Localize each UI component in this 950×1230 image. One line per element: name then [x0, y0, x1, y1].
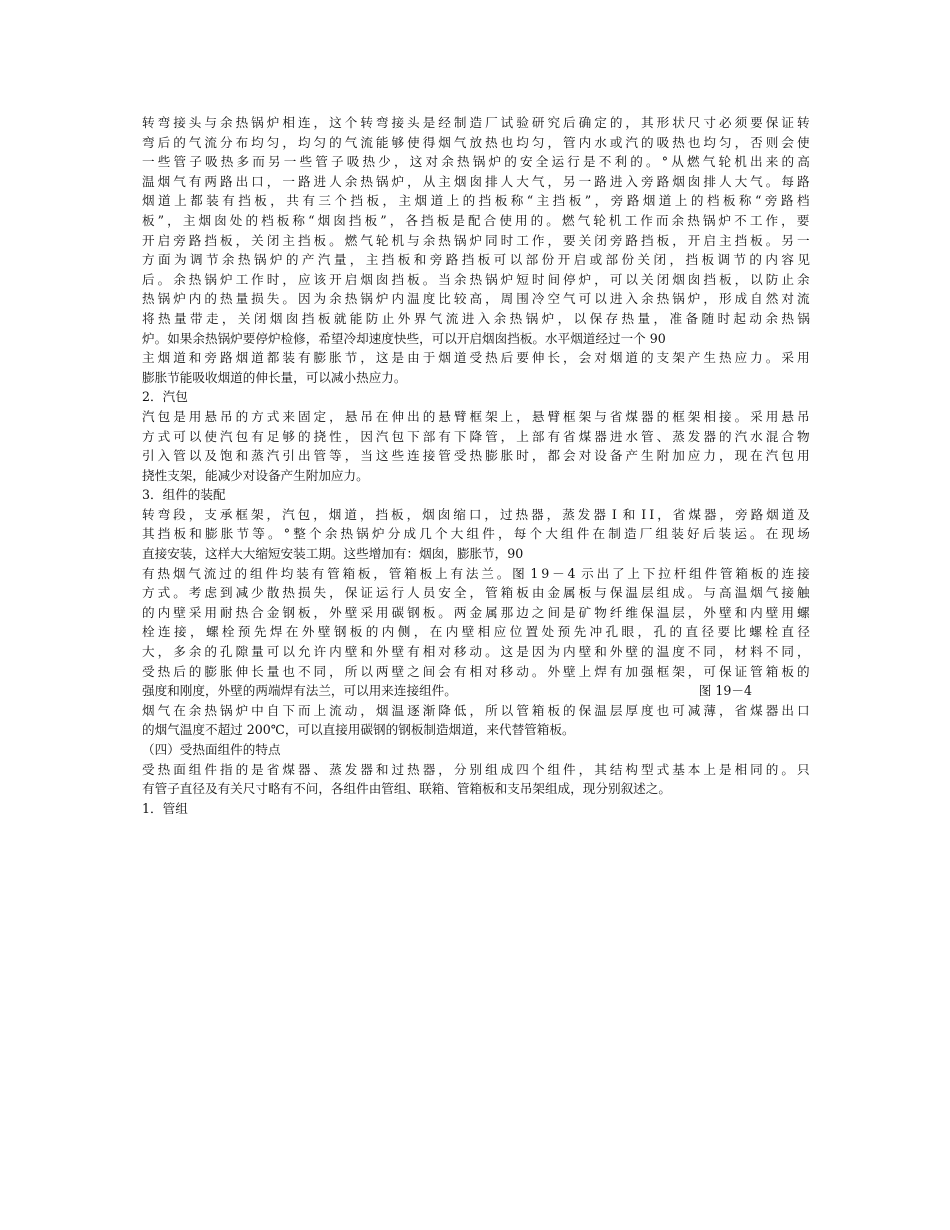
text-line: 将 热 量 带 走 ， 关 闭 烟 囱 挡 板 就 能 防 止 外 界 气 流 进 入 余 热 锅 炉 ， 以 保 存 热 量 ， 准 备 随 时 起 动 余 热 锅	[142, 310, 810, 326]
text-line: 方 式 。 考 虑 到 减 少 散 热 损 失 ， 保 证 运 行 人 员 安 全 ， 管 箱 板 由 金 属 板 与 保 温 层 组 成 。 与 高 温 烟 气 接 触	[142, 585, 810, 601]
text-line: 一 些 管 子 吸 热 多 而 另 一 些 管 子 吸 热 少 ， 这 对 余 热 锅 炉 的 安 全 运 行 是 不 利 的 。 ° 从 燃 气 轮 机 出 来 的 高	[142, 154, 810, 170]
text-line: 有 热 烟 气 流 过 的 组 件 均 装 有 管 箱 板 ， 管 箱 板 上 有 法 兰 。 图 1 9 － 4 示 出 了 上 下 拉 杆 组 件 管 箱 板 的 连 接	[142, 565, 810, 581]
text-line: 开 启 旁 路 挡 板 ， 关 闭 主 挡 板 。 燃 气 轮 机 与 余 热 锅 炉 同 时 工 作 ， 要 关 闭 旁 路 挡 板 ， 开 启 主 挡 板 。 另 一	[142, 232, 810, 248]
text-line: 挠性支架，能减少对设备产生附加应力。	[142, 467, 369, 483]
text-line: 直接安装，这样大大缩短安装工期。这些增加有：烟囱，膨胀节，90	[142, 546, 524, 562]
text-line: 后 。 余 热 锅 炉 工 作 时 ， 应 该 开 启 烟 囱 挡 板 。 当 余 热 锅 炉 短 时 间 停 炉 ， 可 以 关 闭 烟 囱 挡 板 ， 以 防 止 余	[142, 271, 810, 287]
section-heading: 1．管组	[142, 800, 188, 816]
text-line: 炉。如果余热锅炉要停炉检修，希望冷却速度快些，可以开启烟囱挡板。水平烟道经过一个 90	[142, 330, 666, 346]
document-page	[142, 113, 810, 818]
text-line: 受 热 面 组 件 指 的 是 省 煤 器 、 蒸 发 器 和 过 热 器 ， 分 别 组 成 四 个 组 件 ， 其 结 构 型 式 基 本 上 是 相 同 的 。 只	[142, 761, 810, 777]
section-heading: 3．组件的装配	[142, 487, 226, 503]
text-line: 温 烟 气 有 两 路 出 口 ， 一 路 进 人 余 热 锅 炉 ， 从 主 烟 囱 排 人 大 气 ， 另 一 路 进 入 旁 路 烟 囱 排 人 大 气 。 每 路	[142, 173, 810, 189]
text-line: 方 式 可 以 使 汽 包 有 足 够 的 挠 性 ， 因 汽 包 下 部 有 下 降 管 ， 上 部 有 省 煤 器 进 水 管 、 蒸 发 器 的 汽 水 混 合 物	[142, 428, 810, 444]
text-line: 汽 包 是 用 悬 吊 的 方 式 来 固 定 ， 悬 吊 在 伸 出 的 悬 臂 框 架 上 ， 悬 臂 框 架 与 省 煤 器 的 框 架 相 接 。 采 用 悬 吊	[142, 408, 810, 424]
text-line: 有管子直径及有关尺寸略有不问，各组件由管组、联箱、管箱板和支吊架组成，现分别叙述之。	[142, 781, 671, 797]
text-line: 栓 连 接 ， 螺 栓 预 先 焊 在 外 壁 钢 板 的 内 侧 ， 在 内 壁 相 应 位 置 处 预 先 冲 孔 眼 ， 孔 的 直 径 要 比 螺 栓 直 径	[142, 624, 810, 640]
text-line: 大 ， 多 余 的 孔 隙 量 可 以 允 许 内 壁 和 外 壁 有 相 对 移 动 。 这 是 因 为 内 壁 和 外 壁 的 温 度 不 同 ， 材 料 不 同 ，	[142, 644, 810, 660]
text-line: 热 锅 炉 内 的 热 量 损 失 。 因 为 余 热 锅 炉 内 温 度 比 较 高 ， 周 围 冷 空 气 可 以 进 入 余 热 锅 炉 ， 形 成 自 然 对 流	[142, 291, 810, 307]
text-line: 转 弯 接 头 与 余 热 锅 炉 相 连 ， 这 个 转 弯 接 头 是 经 制 造 厂 试 验 研 究 后 确 定 的 ， 其 形 状 尺 寸 必 须 要 保 证 转	[142, 115, 810, 130]
text-line: 烟 道 上 都 装 有 挡 板 ， 共 有 三 个 挡 板 ， 主 烟 道 上 的 挡 板 称 “ 主 挡 板 ” ， 旁 路 烟 道 上 的 档 板 称 “ 旁 路 档	[142, 193, 810, 209]
text-line: 的 内 壁 采 用 耐 热 合 金 钢 板 ， 外 壁 采 用 碳 钢 板 。 两 金 属 那 边 之 间 是 矿 物 纤 维 保 温 层 ， 外 壁 和 内 壁 用 螺	[142, 604, 810, 620]
figure-reference: 图 19－4	[698, 683, 752, 699]
text-line: 膨胀节能吸收烟道的伸长量，可以减小热应力。	[142, 369, 407, 385]
text-line-with-figure-ref	[142, 681, 752, 701]
text-line: 烟 气 在 余 热 锅 炉 中 自 下 而 上 流 动 ， 烟 温 逐 渐 降 低 ， 所 以 管 箱 板 的 保 温 层 厚 度 也 可 减 薄 ， 省 煤 器 出 口	[142, 702, 810, 718]
text-line: 引 入 管 以 及 饱 和 蒸 汽 引 出 管 等 ， 当 这 些 连 接 管 受 热 膨 胀 时 ， 都 会 对 设 备 产 生 附 加 应 力 ， 现 在 汽 包 用	[142, 448, 810, 464]
text-line: 弯 后 的 气 流 分 布 均 匀 ， 均 匀 的 气 流 能 够 使 得 烟 气 放 热 也 均 匀 ， 管 内 水 或 汽 的 吸 热 也 均 匀 ， 否 则 会 使	[142, 134, 810, 150]
text-line: 板 ” ， 主 烟 囱 处 的 档 板 称 “ 烟 囱 挡 板 ” ， 各 挡 板 是 配 合 使 用 的 。 燃 气 轮 机 工 作 而 余 热 锅 炉 不 工 作 ， 要	[142, 212, 810, 228]
text-line: 方 面 为 调 节 余 热 锅 炉 的 产 汽 量 ， 主 挡 板 和 旁 路 挡 板 可 以 部 份 开 启 或 部 份 关 闭 ， 挡 板 调 节 的 内 容 见	[142, 252, 810, 268]
section-heading: 2．汽包	[142, 389, 188, 405]
text-line: 主 烟 道 和 旁 路 烟 道 都 装 有 膨 胀 节 ， 这 是 由 于 烟 道 受 热 后 要 伸 长 ， 会 对 烟 道 的 支 架 产 生 热 应 力 。 采 用	[142, 350, 810, 366]
text-line: 转 弯 段 ， 支 承 框 架 ， 汽 包 ， 烟 道 ， 挡 板 ， 烟 囱 缩 口 ， 过 热 器 ， 蒸 发 器 I 和 I I ， 省 煤 器 ， 旁 路 烟 道 及	[142, 506, 810, 522]
text-segment: 强度和刚度，外壁的两端焊有法兰，可以用来连接组件。	[142, 683, 457, 699]
text-line: 受 热 后 的 膨 胀 伸 长 量 也 不 同 ， 所 以 两 壁 之 间 会 有 相 对 移 动 。 外 壁 上 焊 有 加 强 框 架 ， 可 保 证 管 箱 板 的	[142, 663, 810, 679]
text-line: 的烟气温度不超过 200℃，可以直接用碳钢的钢板制造烟道，来代替管箱板。	[142, 722, 575, 738]
text-line: 其 挡 板 和 膨 胀 节 等 。 ° 整 个 余 热 锅 炉 分 成 几 个 大 组 件 ， 每 个 大 组 件 在 制 造 厂 组 装 好 后 装 运 。 在 现 场	[142, 526, 810, 542]
section-heading: （四）受热面组件的特点	[142, 742, 281, 757]
